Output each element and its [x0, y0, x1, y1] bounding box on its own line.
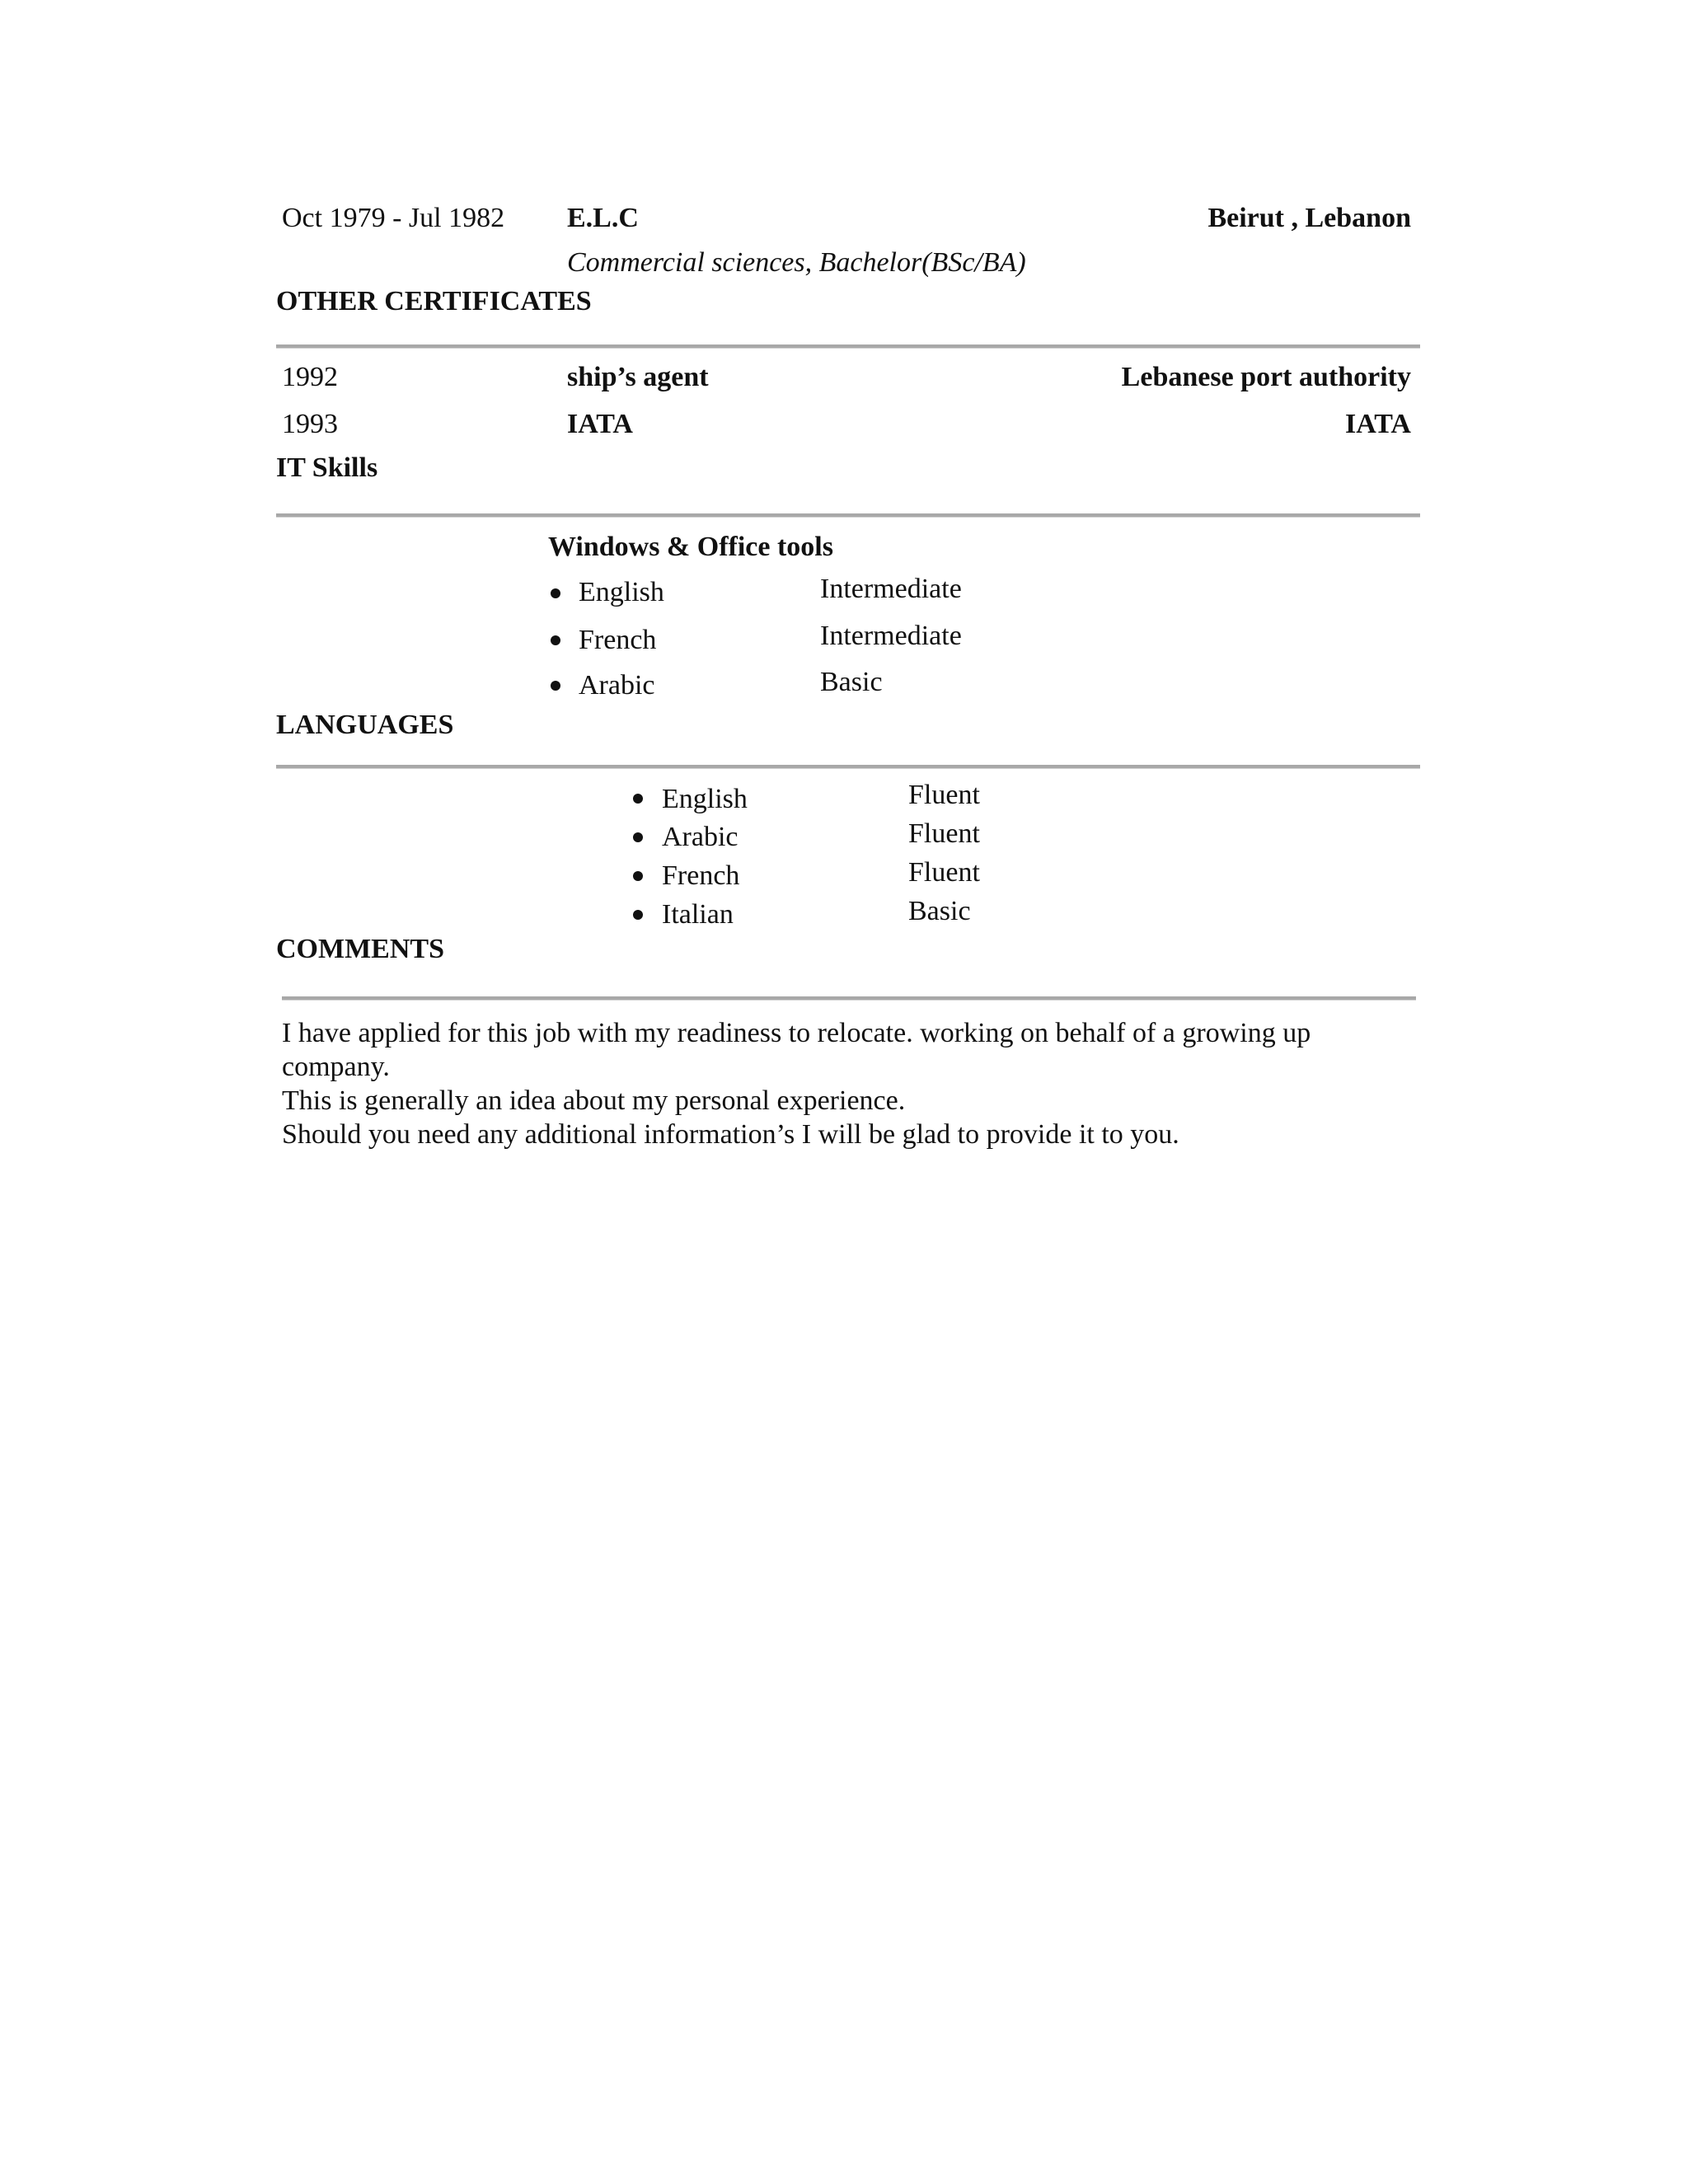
language-level: Fluent — [908, 857, 980, 888]
it-skill-name: Arabic — [579, 670, 655, 701]
bullet-icon — [551, 588, 560, 598]
it-skill-level: Basic — [820, 667, 883, 697]
comment-paragraph: Should you need any additional information’s I will be glad to provide it to you. — [282, 1119, 1179, 1150]
bullet-icon — [633, 871, 643, 881]
language-level: Fluent — [908, 818, 980, 849]
certificate-name: IATA — [567, 409, 633, 439]
language-name: French — [662, 860, 740, 891]
comment-paragraph: I have applied for this job with my readiness to relocate. working on behalf of a growing up company. — [282, 1018, 1311, 1082]
language-name: English — [662, 784, 748, 814]
language-name: Italian — [662, 899, 734, 930]
section-heading-languages: LANGUAGES — [276, 710, 454, 740]
it-skill-name: English — [579, 577, 664, 607]
education-location: Beirut , Lebanon — [1207, 203, 1411, 233]
section-divider — [282, 996, 1416, 1001]
section-divider — [276, 513, 1420, 518]
section-heading-comments: COMMENTS — [276, 934, 444, 964]
language-name: Arabic — [662, 822, 738, 852]
bullet-icon — [633, 832, 643, 842]
bullet-icon — [551, 681, 560, 691]
it-skill-level: Intermediate — [820, 621, 962, 651]
certificate-issuer: IATA — [1345, 409, 1411, 439]
bullet-icon — [551, 635, 560, 645]
section-divider — [276, 344, 1420, 349]
certificate-issuer: Lebanese port authority — [1121, 362, 1411, 392]
certificate-name: ship’s agent — [567, 362, 709, 392]
bullet-icon — [633, 794, 643, 804]
education-dates: Oct 1979 - Jul 1982 — [282, 203, 505, 233]
section-heading-it-skills: IT Skills — [276, 452, 378, 483]
language-level: Fluent — [908, 780, 980, 810]
certificate-year: 1993 — [282, 409, 338, 439]
section-divider — [276, 765, 1420, 769]
it-skill-name: French — [579, 625, 657, 655]
section-heading-other-certificates: OTHER CERTIFICATES — [276, 286, 592, 316]
education-degree: Commercial sciences, Bachelor(BSc/BA) — [567, 247, 1026, 278]
it-skills-title: Windows & Office tools — [548, 532, 833, 562]
education-institution: E.L.C — [567, 203, 639, 233]
comment-paragraph: This is generally an idea about my personal experience. — [282, 1085, 906, 1116]
bullet-icon — [633, 910, 643, 920]
certificate-year: 1992 — [282, 362, 338, 392]
language-level: Basic — [908, 896, 971, 926]
it-skill-level: Intermediate — [820, 574, 962, 604]
